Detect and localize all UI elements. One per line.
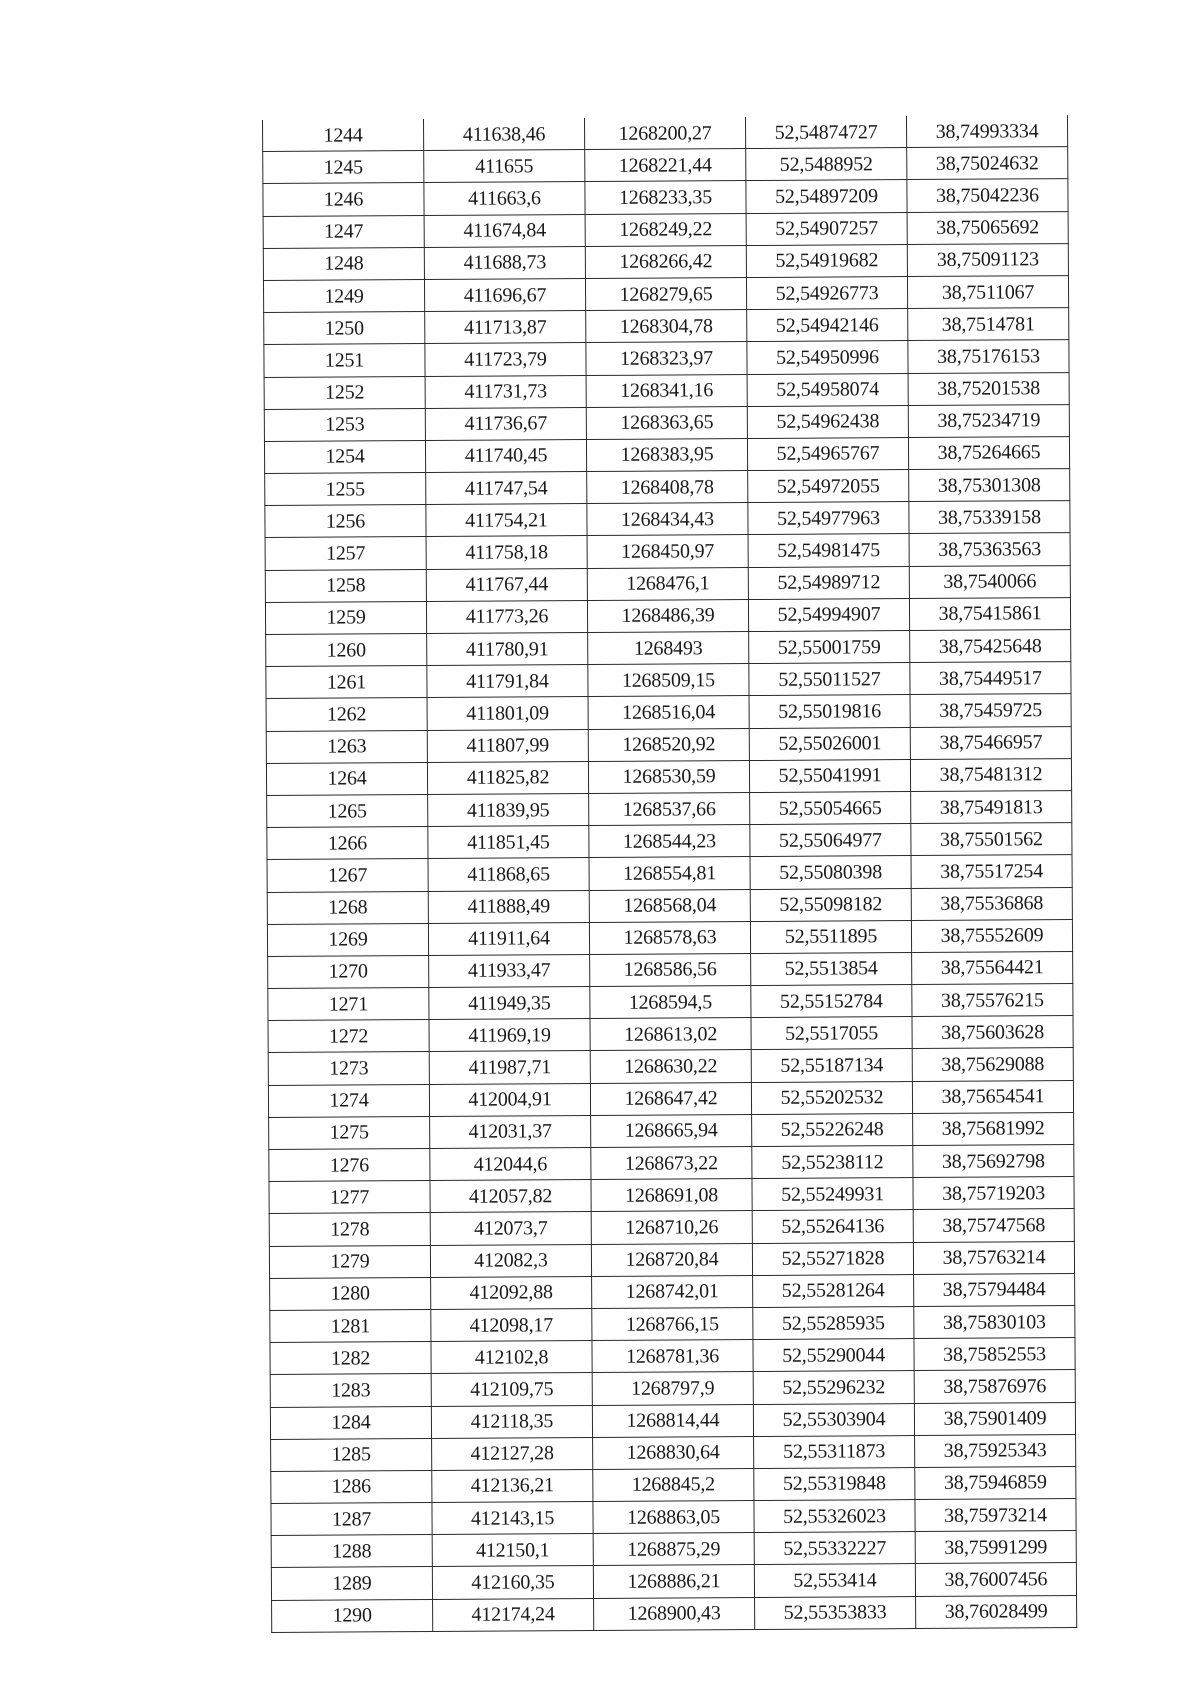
latitude-cell: 52,55064977 bbox=[750, 824, 911, 857]
point-number-cell: 1251 bbox=[264, 344, 425, 377]
longitude-cell: 38,75603628 bbox=[912, 1016, 1073, 1049]
point-number-cell: 1262 bbox=[266, 698, 427, 731]
longitude-cell: 38,75339158 bbox=[909, 501, 1070, 534]
x-coordinate-cell: 411780,91 bbox=[427, 633, 588, 666]
x-coordinate-cell: 411868,65 bbox=[428, 858, 589, 891]
latitude-cell: 52,5511895 bbox=[750, 920, 911, 953]
point-number-cell: 1285 bbox=[271, 1438, 432, 1471]
latitude-cell: 52,54989712 bbox=[748, 566, 909, 599]
y-coordinate-cell: 1268875,29 bbox=[593, 1533, 754, 1566]
y-coordinate-cell: 1268578,63 bbox=[589, 921, 750, 954]
longitude-cell: 38,75719203 bbox=[913, 1177, 1074, 1210]
y-coordinate-cell: 1268814,44 bbox=[592, 1404, 753, 1437]
y-coordinate-cell: 1268450,97 bbox=[587, 535, 748, 568]
point-number-cell: 1254 bbox=[264, 440, 425, 473]
point-number-cell: 1281 bbox=[270, 1309, 431, 1342]
table-row bbox=[269, 1177, 1074, 1214]
table-row bbox=[271, 1563, 1076, 1600]
table-row bbox=[264, 436, 1069, 473]
table-row bbox=[265, 501, 1070, 538]
table-row bbox=[268, 1048, 1073, 1085]
point-number-cell: 1257 bbox=[265, 537, 426, 570]
longitude-cell: 38,75654541 bbox=[912, 1080, 1073, 1113]
latitude-cell: 52,55332227 bbox=[754, 1532, 915, 1565]
table-row bbox=[271, 1466, 1076, 1503]
table-row bbox=[263, 243, 1068, 280]
x-coordinate-cell: 411791,84 bbox=[427, 665, 588, 698]
x-coordinate-cell: 411773,26 bbox=[426, 600, 587, 633]
latitude-cell: 52,55019816 bbox=[749, 695, 910, 728]
x-coordinate-cell: 411713,87 bbox=[425, 311, 586, 344]
x-coordinate-cell: 412109,75 bbox=[431, 1373, 592, 1406]
y-coordinate-cell: 1268537,66 bbox=[589, 792, 750, 825]
table-row bbox=[267, 887, 1072, 924]
table-row bbox=[267, 823, 1072, 860]
longitude-cell: 38,75176153 bbox=[908, 340, 1069, 373]
table-row bbox=[263, 147, 1068, 184]
point-number-cell: 1268 bbox=[267, 891, 428, 924]
longitude-cell: 38,75042236 bbox=[907, 179, 1068, 212]
latitude-cell: 52,55226248 bbox=[752, 1113, 913, 1146]
point-number-cell: 1282 bbox=[270, 1342, 431, 1375]
x-coordinate-cell: 412082,3 bbox=[430, 1244, 591, 1277]
point-number-cell: 1279 bbox=[269, 1245, 430, 1278]
table-row bbox=[267, 855, 1072, 892]
x-coordinate-cell: 412057,82 bbox=[430, 1180, 591, 1213]
y-coordinate-cell: 1268710,26 bbox=[591, 1211, 752, 1244]
y-coordinate-cell: 1268383,95 bbox=[586, 438, 747, 471]
x-coordinate-cell: 411807,99 bbox=[427, 729, 588, 762]
y-coordinate-cell: 1268781,36 bbox=[592, 1340, 753, 1373]
longitude-cell: 38,75466957 bbox=[910, 726, 1071, 759]
longitude-cell: 38,75852553 bbox=[914, 1338, 1075, 1371]
latitude-cell: 52,55271828 bbox=[752, 1242, 913, 1275]
y-coordinate-cell: 1268647,42 bbox=[590, 1082, 751, 1115]
longitude-cell: 38,75091123 bbox=[907, 243, 1068, 276]
x-coordinate-cell: 411969,19 bbox=[429, 1019, 590, 1052]
longitude-cell: 38,75692798 bbox=[913, 1145, 1074, 1178]
longitude-cell: 38,75449517 bbox=[910, 662, 1071, 695]
longitude-cell: 38,75830103 bbox=[914, 1305, 1075, 1338]
latitude-cell: 52,54897209 bbox=[746, 180, 907, 213]
y-coordinate-cell: 1268221,44 bbox=[585, 149, 746, 182]
x-coordinate-cell: 411851,45 bbox=[428, 826, 589, 859]
longitude-cell: 38,7511067 bbox=[907, 276, 1068, 309]
point-number-cell: 1290 bbox=[272, 1599, 433, 1632]
y-coordinate-cell: 1268630,22 bbox=[590, 1050, 751, 1083]
point-number-cell: 1286 bbox=[271, 1470, 432, 1503]
table-row bbox=[269, 1241, 1074, 1278]
y-coordinate-cell: 1268249,22 bbox=[585, 213, 746, 246]
longitude-cell: 38,74993334 bbox=[906, 115, 1067, 148]
latitude-cell: 52,55311873 bbox=[754, 1435, 915, 1468]
y-coordinate-cell: 1268863,05 bbox=[593, 1501, 754, 1534]
latitude-cell: 52,55011527 bbox=[749, 663, 910, 696]
point-number-cell: 1245 bbox=[263, 151, 424, 184]
x-coordinate-cell: 411911,64 bbox=[428, 922, 589, 955]
latitude-cell: 52,54962438 bbox=[747, 405, 908, 438]
latitude-cell: 52,55264136 bbox=[752, 1210, 913, 1243]
table-row bbox=[265, 533, 1070, 570]
longitude-cell: 38,75363563 bbox=[909, 533, 1070, 566]
y-coordinate-cell: 1268233,35 bbox=[585, 181, 746, 214]
y-coordinate-cell: 1268363,65 bbox=[586, 406, 747, 439]
x-coordinate-cell: 411723,79 bbox=[425, 343, 586, 376]
point-number-cell: 1263 bbox=[266, 730, 427, 763]
x-coordinate-cell: 411987,71 bbox=[429, 1051, 590, 1084]
point-number-cell: 1288 bbox=[271, 1535, 432, 1568]
longitude-cell: 38,75763214 bbox=[913, 1241, 1074, 1274]
x-coordinate-cell: 411933,47 bbox=[429, 954, 590, 987]
latitude-cell: 52,55152784 bbox=[751, 985, 912, 1018]
x-coordinate-cell: 412118,35 bbox=[431, 1405, 592, 1438]
y-coordinate-cell: 1268279,65 bbox=[585, 277, 746, 310]
y-coordinate-cell: 1268434,43 bbox=[587, 503, 748, 536]
point-number-cell: 1255 bbox=[265, 473, 426, 506]
latitude-cell: 52,54972055 bbox=[748, 470, 909, 503]
table-row bbox=[264, 372, 1069, 409]
point-number-cell: 1273 bbox=[268, 1052, 429, 1085]
latitude-cell: 52,553414 bbox=[754, 1564, 915, 1597]
longitude-cell: 38,75991299 bbox=[915, 1531, 1076, 1564]
longitude-cell: 38,75301308 bbox=[909, 469, 1070, 502]
y-coordinate-cell: 1268476,1 bbox=[587, 567, 748, 600]
latitude-cell: 52,54919682 bbox=[746, 244, 907, 277]
point-number-cell: 1246 bbox=[263, 183, 424, 216]
table-row bbox=[270, 1338, 1075, 1375]
point-number-cell: 1260 bbox=[266, 634, 427, 667]
point-number-cell: 1289 bbox=[271, 1567, 432, 1600]
latitude-cell: 52,55098182 bbox=[750, 888, 911, 921]
table-row bbox=[265, 565, 1070, 602]
point-number-cell: 1265 bbox=[267, 794, 428, 827]
point-number-cell: 1277 bbox=[269, 1181, 430, 1214]
x-coordinate-cell: 412004,91 bbox=[429, 1083, 590, 1116]
point-number-cell: 1264 bbox=[266, 762, 427, 795]
point-number-cell: 1269 bbox=[267, 923, 428, 956]
table-row bbox=[270, 1305, 1075, 1342]
latitude-cell: 52,54994907 bbox=[748, 598, 909, 631]
point-number-cell: 1247 bbox=[263, 215, 424, 248]
latitude-cell: 52,55026001 bbox=[749, 727, 910, 760]
longitude-cell: 38,75517254 bbox=[911, 855, 1072, 888]
point-number-cell: 1283 bbox=[270, 1374, 431, 1407]
point-number-cell: 1271 bbox=[268, 988, 429, 1021]
x-coordinate-cell: 412136,21 bbox=[432, 1469, 593, 1502]
latitude-cell: 52,55285935 bbox=[753, 1306, 914, 1339]
longitude-cell: 38,75925343 bbox=[915, 1434, 1076, 1467]
latitude-cell: 52,54977963 bbox=[748, 502, 909, 535]
latitude-cell: 52,55353833 bbox=[755, 1596, 916, 1629]
x-coordinate-cell: 412102,8 bbox=[431, 1341, 592, 1374]
x-coordinate-cell: 412143,15 bbox=[432, 1502, 593, 1535]
point-number-cell: 1275 bbox=[269, 1116, 430, 1149]
table-row bbox=[269, 1112, 1074, 1149]
longitude-cell: 38,75065692 bbox=[907, 211, 1068, 244]
y-coordinate-cell: 1268530,59 bbox=[588, 760, 749, 793]
x-coordinate-cell: 412098,17 bbox=[431, 1308, 592, 1341]
point-number-cell: 1270 bbox=[268, 955, 429, 988]
coordinates-table bbox=[262, 115, 1077, 1633]
point-number-cell: 1259 bbox=[265, 601, 426, 634]
y-coordinate-cell: 1268516,04 bbox=[588, 696, 749, 729]
table-row bbox=[267, 791, 1072, 828]
table-row bbox=[268, 1016, 1073, 1053]
longitude-cell: 38,7514781 bbox=[908, 308, 1069, 341]
x-coordinate-cell: 411767,44 bbox=[426, 568, 587, 601]
table-row bbox=[263, 211, 1068, 248]
x-coordinate-cell: 411740,45 bbox=[425, 439, 586, 472]
y-coordinate-cell: 1268554,81 bbox=[589, 857, 750, 890]
longitude-cell: 38,75564421 bbox=[912, 951, 1073, 984]
table-row bbox=[264, 308, 1069, 345]
x-coordinate-cell: 411949,35 bbox=[429, 987, 590, 1020]
longitude-cell: 38,75794484 bbox=[914, 1273, 1075, 1306]
x-coordinate-cell: 411688,73 bbox=[424, 246, 585, 279]
latitude-cell: 52,54981475 bbox=[748, 534, 909, 567]
x-coordinate-cell: 412150,1 bbox=[432, 1534, 593, 1567]
latitude-cell: 52,55238112 bbox=[752, 1146, 913, 1179]
point-number-cell: 1250 bbox=[264, 312, 425, 345]
latitude-cell: 52,5513854 bbox=[751, 952, 912, 985]
latitude-cell: 52,54950996 bbox=[747, 341, 908, 374]
longitude-cell: 38,75747568 bbox=[913, 1209, 1074, 1242]
longitude-cell: 38,75491813 bbox=[911, 791, 1072, 824]
longitude-cell: 38,75024632 bbox=[907, 147, 1068, 180]
table-row bbox=[271, 1531, 1076, 1568]
table-row bbox=[272, 1595, 1077, 1632]
longitude-cell: 38,75536868 bbox=[911, 887, 1072, 920]
x-coordinate-cell: 411655 bbox=[424, 150, 585, 183]
longitude-cell: 38,75552609 bbox=[911, 919, 1072, 952]
longitude-cell: 38,75576215 bbox=[912, 984, 1073, 1017]
y-coordinate-cell: 1268493 bbox=[588, 632, 749, 665]
latitude-cell: 52,5517055 bbox=[751, 1017, 912, 1050]
x-coordinate-cell: 412127,28 bbox=[432, 1437, 593, 1470]
y-coordinate-cell: 1268266,42 bbox=[585, 245, 746, 278]
x-coordinate-cell: 411696,67 bbox=[424, 278, 585, 311]
latitude-cell: 52,54907257 bbox=[746, 212, 907, 245]
longitude-cell: 38,75415861 bbox=[909, 597, 1070, 630]
longitude-cell: 38,75264665 bbox=[908, 436, 1069, 469]
longitude-cell: 38,75501562 bbox=[911, 823, 1072, 856]
longitude-cell: 38,75459725 bbox=[910, 694, 1071, 727]
x-coordinate-cell: 412160,35 bbox=[432, 1566, 593, 1599]
point-number-cell: 1261 bbox=[266, 666, 427, 699]
y-coordinate-cell: 1268830,64 bbox=[593, 1436, 754, 1469]
y-coordinate-cell: 1268520,92 bbox=[588, 728, 749, 761]
table-row bbox=[264, 340, 1069, 377]
x-coordinate-cell: 412174,24 bbox=[433, 1598, 594, 1631]
y-coordinate-cell: 1268486,39 bbox=[587, 599, 748, 632]
point-number-cell: 1276 bbox=[269, 1148, 430, 1181]
x-coordinate-cell: 411888,49 bbox=[428, 890, 589, 923]
y-coordinate-cell: 1268613,02 bbox=[590, 1018, 751, 1051]
table-row bbox=[268, 984, 1073, 1021]
latitude-cell: 52,55296232 bbox=[753, 1371, 914, 1404]
x-coordinate-cell: 411736,67 bbox=[425, 407, 586, 440]
table-row bbox=[266, 694, 1071, 731]
table-row bbox=[268, 1080, 1073, 1117]
y-coordinate-cell: 1268200,27 bbox=[584, 117, 745, 150]
y-coordinate-cell: 1268665,94 bbox=[591, 1114, 752, 1147]
point-number-cell: 1266 bbox=[267, 827, 428, 860]
y-coordinate-cell: 1268304,78 bbox=[586, 310, 747, 343]
table-row bbox=[269, 1209, 1074, 1246]
y-coordinate-cell: 1268766,15 bbox=[592, 1307, 753, 1340]
y-coordinate-cell: 1268673,22 bbox=[591, 1147, 752, 1180]
latitude-cell: 52,55290044 bbox=[753, 1339, 914, 1372]
y-coordinate-cell: 1268845,2 bbox=[593, 1468, 754, 1501]
point-number-cell: 1272 bbox=[268, 1020, 429, 1053]
y-coordinate-cell: 1268742,01 bbox=[592, 1275, 753, 1308]
y-coordinate-cell: 1268544,23 bbox=[589, 825, 750, 858]
point-number-cell: 1252 bbox=[264, 376, 425, 409]
latitude-cell: 52,5488952 bbox=[746, 148, 907, 181]
x-coordinate-cell: 412073,7 bbox=[430, 1212, 591, 1245]
x-coordinate-cell: 412044,6 bbox=[430, 1148, 591, 1181]
x-coordinate-cell: 412092,88 bbox=[431, 1276, 592, 1309]
latitude-cell: 52,55202532 bbox=[751, 1081, 912, 1114]
longitude-cell: 38,75973214 bbox=[915, 1499, 1076, 1532]
latitude-cell: 52,54874727 bbox=[745, 116, 906, 149]
table-row bbox=[263, 276, 1068, 313]
x-coordinate-cell: 411825,82 bbox=[427, 761, 588, 794]
x-coordinate-cell: 411801,09 bbox=[427, 697, 588, 730]
longitude-cell: 38,75201538 bbox=[908, 372, 1069, 405]
x-coordinate-cell: 411663,6 bbox=[424, 182, 585, 215]
latitude-cell: 52,55080398 bbox=[750, 856, 911, 889]
table-row bbox=[265, 597, 1070, 634]
x-coordinate-cell: 411839,95 bbox=[428, 793, 589, 826]
x-coordinate-cell: 411731,73 bbox=[425, 375, 586, 408]
longitude-cell: 38,75234719 bbox=[908, 404, 1069, 437]
coordinates-table-body bbox=[263, 115, 1077, 1632]
table-row bbox=[270, 1402, 1075, 1439]
x-coordinate-cell: 411758,18 bbox=[426, 536, 587, 569]
latitude-cell: 52,55326023 bbox=[754, 1500, 915, 1533]
table-row bbox=[263, 179, 1068, 216]
y-coordinate-cell: 1268323,97 bbox=[586, 342, 747, 375]
longitude-cell: 38,75946859 bbox=[915, 1466, 1076, 1499]
y-coordinate-cell: 1268720,84 bbox=[591, 1243, 752, 1276]
table-row bbox=[271, 1499, 1076, 1536]
y-coordinate-cell: 1268509,15 bbox=[588, 664, 749, 697]
latitude-cell: 52,54926773 bbox=[746, 276, 907, 309]
latitude-cell: 52,55281264 bbox=[753, 1274, 914, 1307]
latitude-cell: 52,55054665 bbox=[750, 791, 911, 824]
point-number-cell: 1244 bbox=[263, 119, 424, 152]
latitude-cell: 52,55041991 bbox=[749, 759, 910, 792]
x-coordinate-cell: 411674,84 bbox=[424, 214, 585, 247]
longitude-cell: 38,75425648 bbox=[910, 630, 1071, 663]
point-number-cell: 1253 bbox=[264, 408, 425, 441]
y-coordinate-cell: 1268691,08 bbox=[591, 1179, 752, 1212]
longitude-cell: 38,75876976 bbox=[914, 1370, 1075, 1403]
y-coordinate-cell: 1268594,5 bbox=[590, 986, 751, 1019]
table-row bbox=[269, 1145, 1074, 1182]
y-coordinate-cell: 1268568,04 bbox=[589, 889, 750, 922]
table-row bbox=[266, 758, 1071, 795]
y-coordinate-cell: 1268797,9 bbox=[592, 1372, 753, 1405]
y-coordinate-cell: 1268408,78 bbox=[587, 471, 748, 504]
point-number-cell: 1256 bbox=[265, 505, 426, 538]
table-row bbox=[264, 404, 1069, 441]
longitude-cell: 38,75681992 bbox=[913, 1112, 1074, 1145]
y-coordinate-cell: 1268586,56 bbox=[590, 953, 751, 986]
y-coordinate-cell: 1268886,21 bbox=[593, 1565, 754, 1598]
x-coordinate-cell: 411638,46 bbox=[423, 118, 584, 151]
y-coordinate-cell: 1268341,16 bbox=[586, 374, 747, 407]
point-number-cell: 1284 bbox=[270, 1406, 431, 1439]
point-number-cell: 1267 bbox=[267, 859, 428, 892]
latitude-cell: 52,54942146 bbox=[747, 309, 908, 342]
table-row bbox=[266, 726, 1071, 763]
table-row bbox=[266, 630, 1071, 667]
table-row bbox=[266, 662, 1071, 699]
point-number-cell: 1287 bbox=[271, 1503, 432, 1536]
point-number-cell: 1248 bbox=[263, 247, 424, 280]
table-row bbox=[271, 1434, 1076, 1471]
latitude-cell: 52,54965767 bbox=[747, 437, 908, 470]
longitude-cell: 38,7540066 bbox=[909, 565, 1070, 598]
point-number-cell: 1249 bbox=[263, 279, 424, 312]
table-row bbox=[270, 1273, 1075, 1310]
y-coordinate-cell: 1268900,43 bbox=[594, 1597, 755, 1630]
point-number-cell: 1278 bbox=[269, 1213, 430, 1246]
latitude-cell: 52,55303904 bbox=[753, 1403, 914, 1436]
latitude-cell: 52,55319848 bbox=[754, 1467, 915, 1500]
table-row bbox=[270, 1370, 1075, 1407]
x-coordinate-cell: 412031,37 bbox=[430, 1115, 591, 1148]
latitude-cell: 52,55249931 bbox=[752, 1178, 913, 1211]
latitude-cell: 52,55001759 bbox=[749, 631, 910, 664]
latitude-cell: 52,54958074 bbox=[747, 373, 908, 406]
latitude-cell: 52,55187134 bbox=[751, 1049, 912, 1082]
point-number-cell: 1258 bbox=[265, 569, 426, 602]
table-row bbox=[267, 919, 1072, 956]
point-number-cell: 1280 bbox=[270, 1277, 431, 1310]
table-row bbox=[263, 115, 1068, 152]
x-coordinate-cell: 411747,54 bbox=[426, 472, 587, 505]
longitude-cell: 38,75629088 bbox=[912, 1048, 1073, 1081]
table-row bbox=[268, 951, 1073, 988]
longitude-cell: 38,76028499 bbox=[916, 1595, 1077, 1628]
table-row bbox=[265, 469, 1070, 506]
x-coordinate-cell: 411754,21 bbox=[426, 504, 587, 537]
longitude-cell: 38,75901409 bbox=[914, 1402, 1075, 1435]
longitude-cell: 38,75481312 bbox=[910, 758, 1071, 791]
point-number-cell: 1274 bbox=[268, 1084, 429, 1117]
longitude-cell: 38,76007456 bbox=[915, 1563, 1076, 1596]
